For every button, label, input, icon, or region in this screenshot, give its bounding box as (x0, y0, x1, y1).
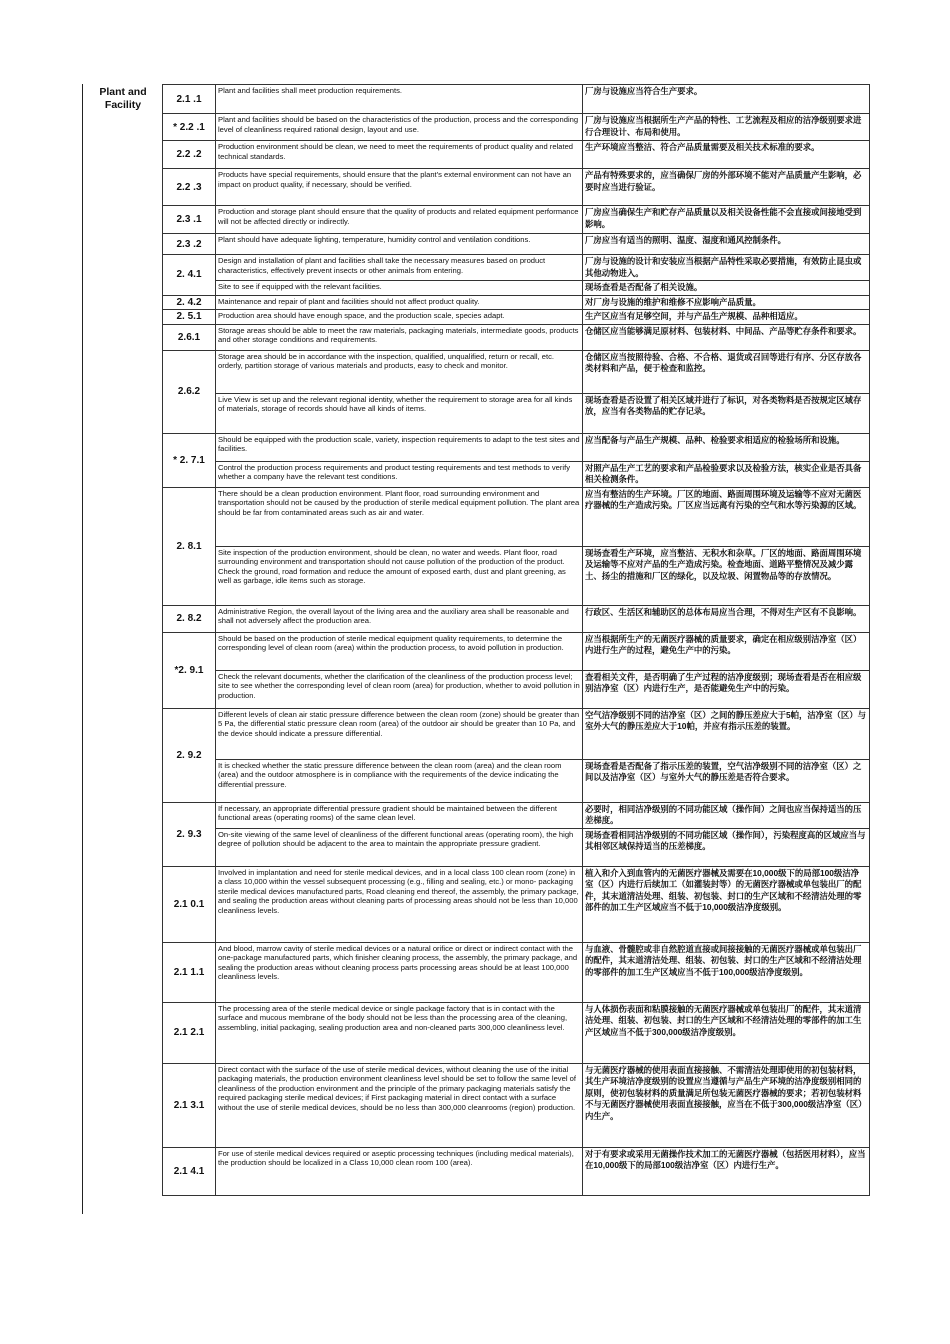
clause-number: 2. 8.2 (163, 605, 216, 632)
requirement-chinese: 与无菌医疗器械的使用表面直接接触、不需清洁处理即使用的初包装材料，其生产环境洁净度级别的设置应当遵循与产品生产环境的洁净度级别相同的原则，使初包装材料的质量满足所包装无菌医疗器械的要求；若初包装材料不与无菌医疗器械使用表面直接接触，应当在不低于300,000级洁净室（区）内生产。 (583, 1063, 870, 1147)
requirement-chinese: 对照产品生产工艺的要求和产品检验要求以及检验方法，核实企业是否具备相关检测条件。 (583, 461, 870, 487)
requirement-english: Design and installation of plant and facilities shall take the necessary measures based on product characteristics, effectively prevent insects or other animals from entering. (216, 255, 583, 281)
requirement-chinese: 厂房与设施的设计和安装应当根据产品特性采取必要措施，有效防止昆虫或其他动物进入。 (583, 255, 870, 281)
requirement-english: Control the production process requirements and product testing requirements and test methods to verify whether a company have the relevant test conditions. (216, 461, 583, 487)
requirement-chinese: 植入和介入到血管内的无菌医疗器械及需要在10,000级下的局部100级洁净室（区）内进行后续加工（如灌装封等）的无菌医疗器械或单包装出厂的配件，其末道清洁处理、组装、初包装、封口的生产区域和不经清洁处理的零部件的加工生产区域应当不低于10,000级洁净度级别。 (583, 866, 870, 942)
requirement-english: Site inspection of the production environment, should be clean, no water and weeds. Plant floor, road surrounding environment and transportation should not cause pollution of the production of the product. Check the ground, road formation and reduce the amount of exposed earth, dust and plant greening, as well as garbage, idle items such as storage. (216, 546, 583, 605)
requirement-english: On-site viewing of the same level of cleanliness of the different functional areas (operating room), the high degree of pollution should be adjacent to the area to maintain the appropriate pressure gradient. (216, 828, 583, 866)
table-row (163, 85, 870, 114)
requirement-chinese: 厂房应当有适当的照明、温度、湿度和通风控制条件。 (583, 234, 870, 255)
requirement-chinese: 对厂房与设施的维护和维修不应影响产品质量。 (583, 295, 870, 310)
requirement-english: Involved in implantation and need for sterile medical devices, and in a local class 100 clean room (zone) in a class 10,000 within the vessel subsequent processing (e.g., filling and sealing, etc.) or mono- packaging sterile medical devices manufactured parts, Road cleaning end thereof, the assembly, the primary package, and sealing the production areas without cleaning parts of processing areas should not be less than 10,000 cleanliness levels. (216, 866, 583, 942)
requirement-chinese: 现场查看是否配备了指示压差的装置，空气洁净级别不同的洁净室（区）之间以及洁净室（区）与室外大气的静压差是否符合要求。 (583, 759, 870, 802)
table-row (163, 759, 870, 802)
table-row (163, 234, 870, 255)
requirement-chinese: 应当配备与产品生产规模、品种、检验要求相适应的检验场所和设施。 (583, 433, 870, 461)
requirement-chinese: 厂房应当确保生产和贮存产品质量以及相关设备性能不会直接或间接地受到影响。 (583, 206, 870, 234)
requirement-english: Different levels of clean air static pressure difference between the clean room (zone) should be greater than 5 Pa, the differential static pressure clean room (area) of the outdoor air should be greater than 10 Pa, and the device should indicate a pressure differential. (216, 708, 583, 759)
requirement-english: Production area should have enough space, and the production scale, species adapt. (216, 310, 583, 325)
requirement-english: Maintenance and repair of plant and facilities should not affect product quality. (216, 295, 583, 310)
requirement-chinese: 厂房与设施应当根据所生产产品的特性、工艺流程及相应的洁净级别要求进行合理设计、布局和使用。 (583, 114, 870, 141)
requirement-chinese: 查看相关文件，是否明确了生产过程的洁净度级别；现场查看是否在相应级别洁净室（区）内进行生产，是否能避免生产中的污染。 (583, 670, 870, 708)
requirement-english: Live View is set up and the relevant regional identity, whether the requirement to storage area for all kinds of materials, storage of records should have all kinds of items. (216, 393, 583, 433)
requirement-english: Administrative Region, the overall layout of the living area and the auxiliary area shall be reasonable and shall not adversely affect the production area. (216, 605, 583, 632)
table-row (163, 632, 870, 670)
clause-number: 2. 8.1 (163, 487, 216, 605)
requirement-chinese: 必要时，相同洁净级别的不同功能区域（操作间）之间也应当保持适当的压差梯度。 (583, 802, 870, 828)
table-row (163, 310, 870, 325)
requirement-english: It is checked whether the static pressure difference between the clean room (area) and the clean room (area) and the outdoor atmosphere is in compliance with the requirements of the device indicating the differential pressure. (216, 759, 583, 802)
category-column (82, 84, 163, 1214)
clause-number: 2.1 0.1 (163, 866, 216, 942)
requirement-english: Storage area should be in accordance with the inspection, qualified, unqualified, return or recall, etc. orderly, partition storage of various materials and products, easy to check and monitor. (216, 350, 583, 393)
table-row (163, 802, 870, 828)
requirement-english: The processing area of the sterile medical device or single package factory that is in contact with the surface and mucous membrane of the body should not be less than the processing area of the cleaning, assembling, initial packaging, sealing production area and non-cleaned parts 300,000 cleanliness level. (216, 1002, 583, 1063)
clause-number: 2.3 .1 (163, 206, 216, 234)
clause-number: 2.1 3.1 (163, 1063, 216, 1147)
table-row (163, 295, 870, 310)
requirement-english: Storage areas should be able to meet the raw materials, packaging materials, intermediate goods, products and other storage conditions and requirements. (216, 324, 583, 350)
table-row (163, 942, 870, 1002)
requirement-english: Direct contact with the surface of the use of sterile medical devices, without cleaning the use of the initial packaging materials, the production environment cleanliness level should be set to follow the same level of cleanliness of the production environment and the principle of the primary packaging materials satisfy the required packaging sterile medical devices; if First packaging material in direct contact with a surface without the use of sterile medical devices, should be no less than 300,000 cleanrooms (region) production. (216, 1063, 583, 1147)
requirements-table (162, 84, 870, 1196)
requirement-english: Production environment should be clean, we need to meet the requirements of product quality and related technical standards. (216, 141, 583, 169)
requirement-chinese: 应当有整洁的生产环境。厂区的地面、路面周围环境及运输等不应对无菌医疗器械的生产造成污染。厂区应当远离有污染的空气和水等污染源的区域。 (583, 487, 870, 546)
clause-number: * 2. 7.1 (163, 433, 216, 487)
requirement-chinese: 现场查看生产环境，应当整洁、无积水和杂草。厂区的地面、路面周围环境及运输等不应对产品的生产造成污染。检查地面、道路平整情况及减少露土、扬尘的措施和厂区的绿化，以及垃圾、闲置物品等的存放情况。 (583, 546, 870, 605)
clause-number: 2. 4.2 (163, 295, 216, 310)
clause-number: 2.6.2 (163, 350, 216, 433)
table-row (163, 546, 870, 605)
requirement-chinese: 现场查看相同洁净级别的不同功能区域（操作间），污染程度高的区域应当与其相邻区域保持适当的压差梯度。 (583, 828, 870, 866)
clause-number: *2. 9.1 (163, 632, 216, 708)
table-row (163, 324, 870, 350)
requirement-english: Site to see if equipped with the relevant facilities. (216, 281, 583, 296)
category-title: Plant and Facility (99, 86, 147, 111)
requirement-chinese: 与人体损伤表面和粘膜接触的无菌医疗器械或单包装出厂的配件，其末道清洁处理、组装、初包装、封口的生产区域和不经清洁处理的零部件的加工生产区域应当不低于300,000级洁净度级别。 (583, 1002, 870, 1063)
table-row (163, 708, 870, 759)
clause-number: 2.1 4.1 (163, 1147, 216, 1195)
clause-number: 2.1 2.1 (163, 1002, 216, 1063)
table-row (163, 866, 870, 942)
table-row (163, 605, 870, 632)
clause-number: 2. 9.3 (163, 802, 216, 866)
table-row (163, 393, 870, 433)
clause-number: 2. 9.2 (163, 708, 216, 802)
table-row (163, 670, 870, 708)
requirement-chinese: 对于有要求或采用无菌操作技术加工的无菌医疗器械（包括医用材料），应当在10,000级下的局部100级洁净室（区）内进行生产。 (583, 1147, 870, 1195)
requirement-chinese: 现场查看是否设置了相关区域并进行了标识，对各类物料是否按规定区域存放，应当有各类物品的贮存记录。 (583, 393, 870, 433)
requirement-chinese: 应当根据所生产的无菌医疗器械的质量要求，确定在相应级别洁净室（区）内进行生产的过程，避免生产中的污染。 (583, 632, 870, 670)
table-row (163, 114, 870, 141)
table-row (163, 350, 870, 393)
requirement-chinese: 现场查看是否配备了相关设施。 (583, 281, 870, 296)
requirement-chinese: 仓储区应当能够满足原材料、包装材料、中间品、产品等贮存条件和要求。 (583, 324, 870, 350)
table-row (163, 206, 870, 234)
clause-number: 2.2 .2 (163, 141, 216, 169)
table-row (163, 141, 870, 169)
table-row (163, 255, 870, 281)
table-row (163, 828, 870, 866)
table-row (163, 461, 870, 487)
requirement-english: Check the relevant documents, whether the clarification of the cleanliness of the production process level; site to see whether the corresponding level of clean room (area) for production, whether to avoid pollution in production. (216, 670, 583, 708)
requirement-chinese: 空气洁净级别不同的洁净室（区）之间的静压差应大于5帕，洁净室（区）与室外大气的静压差应大于10帕，并应有指示压差的装置。 (583, 708, 870, 759)
clause-number: 2.1 .1 (163, 85, 216, 114)
requirement-chinese: 生产环境应当整洁、符合产品质量需要及相关技术标准的要求。 (583, 141, 870, 169)
requirement-english: And blood, marrow cavity of sterile medical devices or a natural orifice or direct or indirect contact with the one-package manufactured parts, which finisher cleaning process, the assembly, the primary package, and sealing the production areas without cleaning process parts processing areas should be at least 100,000 cleanliness levels. (216, 942, 583, 1002)
requirement-english: Plant and facilities shall meet production requirements. (216, 85, 583, 114)
clause-number: 2. 5.1 (163, 310, 216, 325)
table-row (163, 1063, 870, 1147)
clause-number: 2.2 .3 (163, 169, 216, 206)
clause-number: 2. 4.1 (163, 255, 216, 296)
clause-number: 2.1 1.1 (163, 942, 216, 1002)
table-row (163, 169, 870, 206)
requirement-chinese: 与血液、骨髓腔或非自然腔道直接或间接接触的无菌医疗器械或单包装出厂的配件，其末道清洁处理、组装、初包装、封口的生产区域和不经清洁处理的零部件的加工生产区域应当不低于100,000级洁净度级别。 (583, 942, 870, 1002)
clause-number: 2.6.1 (163, 324, 216, 350)
requirement-chinese: 产品有特殊要求的，应当确保厂房的外部环境不能对产品质量产生影响，必要时应当进行验证。 (583, 169, 870, 206)
requirement-english: Plant and facilities should be based on the characteristics of the production, process and the corresponding level of cleanliness required rational design, layout and use. (216, 114, 583, 141)
clause-number: 2.3 .2 (163, 234, 216, 255)
requirement-chinese: 行政区、生活区和辅助区的总体布局应当合理，不得对生产区有不良影响。 (583, 605, 870, 632)
requirement-english: Plant should have adequate lighting, temperature, humidity control and ventilation conditions. (216, 234, 583, 255)
requirement-english: Should be based on the production of sterile medical equipment quality requirements, to determine the corresponding level of clean room (area) within the production process, to avoid pollution in production. (216, 632, 583, 670)
table-row (163, 281, 870, 296)
requirement-english: Production and storage plant should ensure that the quality of products and related equipment performance will not be affected directly or indirectly. (216, 206, 583, 234)
requirement-english: For use of sterile medical devices required or aseptic processing techniques (including medical materials), the production should be localized in a Class 10,000 clean room 100 (area). (216, 1147, 583, 1195)
clause-number: * 2.2 .1 (163, 114, 216, 141)
table-row (163, 1147, 870, 1195)
requirement-english: If necessary, an appropriate differential pressure gradient should be maintained between the different functional areas (operating rooms) of the same clean level. (216, 802, 583, 828)
requirement-chinese: 厂房与设施应当符合生产要求。 (583, 85, 870, 114)
table-row (163, 1002, 870, 1063)
table-row (163, 487, 870, 546)
requirement-chinese: 仓储区应当按照待验、合格、不合格、退货或召回等进行有序、分区存放各类材料和产品，便于检查和监控。 (583, 350, 870, 393)
document-page (82, 84, 868, 1214)
requirement-chinese: 生产区应当有足够空间，并与产品生产规模、品种相适应。 (583, 310, 870, 325)
table-row (163, 433, 870, 461)
requirement-english: There should be a clean production environment. Plant floor, road surrounding environment and transportation should not be caused by the production of sterile medical equipment pollution. The plant area should be far from contaminated areas such as air and water. (216, 487, 583, 546)
requirement-english: Should be equipped with the production scale, variety, inspection requirements to adapt to the test sites and facilities. (216, 433, 583, 461)
requirement-english: Products have special requirements, should ensure that the plant's external environment can not have an impact on product quality, if necessary, should be verified. (216, 169, 583, 206)
